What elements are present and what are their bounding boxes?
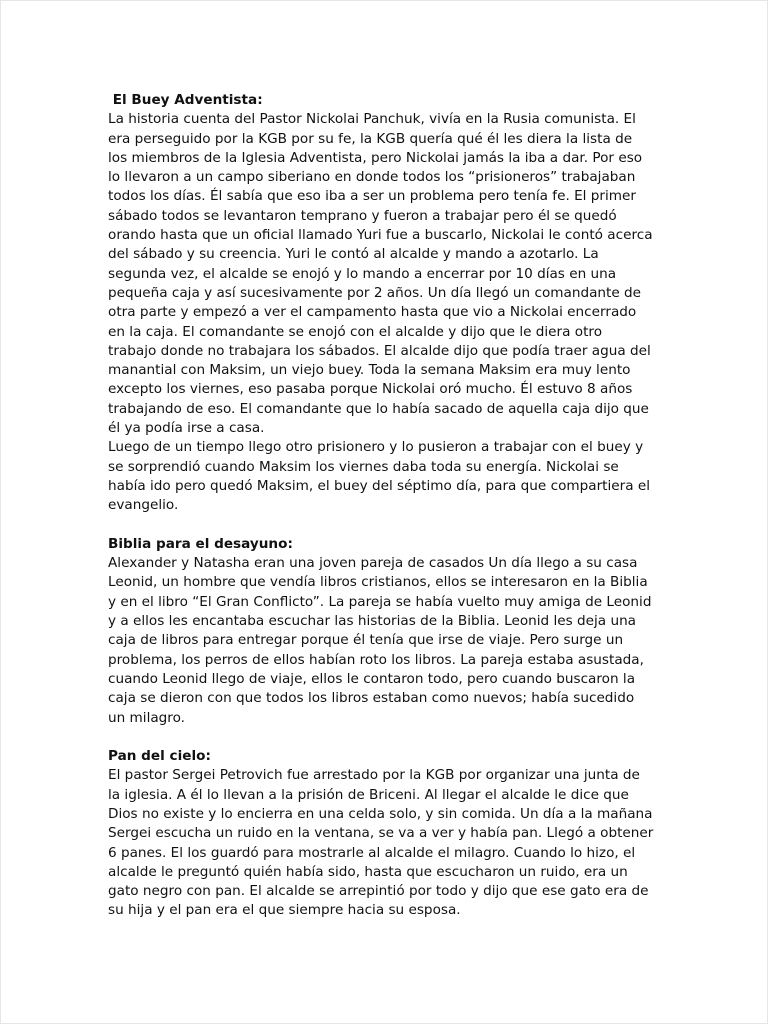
section-heading: Pan del cielo: <box>108 748 211 765</box>
text-line: segunda vez, el alcalde se enojó y lo mando a encerrar por 10 días en una <box>108 265 617 282</box>
text-line: un milagro. <box>108 709 185 726</box>
text-line: en la caja. El comandante se enojó con el alcalde y dijo que le diera otro <box>108 323 603 340</box>
text-line: los miembros de la Iglesia Adventista, pero Nickolai jamás la iba a dar. Por eso <box>108 149 643 166</box>
text-line: caja se dieron con que todos los libros estaban como nuevos; había sucedido <box>108 690 635 707</box>
text-line: Luego de un tiempo llego otro prisionero y lo pusieron a trabajar con el buey y <box>108 439 644 456</box>
text-line: gato negro con pan. El alcalde se arrepintió por todo y dijo que ese gato era de <box>108 883 649 900</box>
paragraph <box>108 110 664 438</box>
text-line: lo llevaron a un campo siberiano en donde todos los “prisioneros” trabajaban <box>108 169 636 186</box>
section-heading: Biblia para el desayuno: <box>108 535 293 552</box>
text-line: Sergei escucha un ruido en la ventana, se va a ver y había pan. Llegó a obtener <box>108 825 654 842</box>
text-line: del sábado y su creencia. Yuri le contó al alcalde y mando a azotarlo. La <box>108 246 599 263</box>
text-line: orando hasta que un oficial llamado Yuri fue a buscarlo, Nickolai le contó acerca <box>108 227 653 244</box>
text-line: caja de libros para entregar porque él tenía que irse de viaje. Pero surge un <box>108 632 624 649</box>
text-line: la iglesia. A él lo llevan a la prisión de Briceni. Al llegar el alcalde le dice que <box>108 786 629 803</box>
text-line: y a ellos les encantaba escuchar las historias de la Biblia. Leonid les deja una <box>108 613 637 630</box>
text-line: La historia cuenta del Pastor Nickolai Panchuk, vivía en la Rusia comunista. El <box>108 111 636 128</box>
text-line: Dios no existe y lo encierra en una celda solo, y sin comida. Un día a la mañana <box>108 805 653 822</box>
text-line: se sorprendió cuando Maksim los viernes daba toda su energía. Nickolai se <box>108 458 619 475</box>
text-line: trabajo donde no trabajara los sábados. El alcalde dijo que podía traer agua del <box>108 342 651 359</box>
text-line: cuando Leonid llego de viaje, ellos le contaron todo, pero cuando buscaron la <box>108 670 636 687</box>
text-line: había ido pero quedó Maksim, el buey del séptimo día, para que compartiera el <box>108 477 651 494</box>
text-line: trabajando de eso. El comandante que lo había sacado de aquella caja dijo que <box>108 400 649 417</box>
story-section <box>108 747 664 921</box>
document-body <box>108 91 664 940</box>
text-line: pequeña caja y así sucesivamente por 2 años. Un día llegó un comandante de <box>108 284 642 301</box>
text-line: era perseguido por la KGB por su fe, la KGB quería qué él les diera la lista de <box>108 130 633 147</box>
text-line: 6 panes. El los guardó para mostrarle al alcalde el milagro. Cuando lo hizo, el <box>108 844 636 861</box>
story-section <box>108 91 664 516</box>
paragraph <box>108 438 664 515</box>
section-heading: El Buey Adventista: <box>108 92 263 108</box>
text-line: manantial con Maksim, un viejo buey. Toda la semana Maksim era muy lento <box>108 362 631 379</box>
text-line: sábado todos se levantaron temprano y fueron a trabajar pero él se quedó <box>108 207 617 224</box>
text-line: y en el libro “El Gran Conflicto”. La pareja se había vuelto muy amiga de Leonid <box>108 593 652 610</box>
text-line: otra parte y empezó a ver el campamento hasta que vio a Nickolai encerrado <box>108 304 637 321</box>
text-line: problema, los perros de ellos habían roto los libros. La pareja estaba asustada, <box>108 651 644 668</box>
text-line: Leonid, un hombre que vendía libros cristianos, ellos se interesaron en la Biblia <box>108 574 648 591</box>
text-line: excepto los viernes, eso pasaba porque Nickolai oró mucho. Él estuvo 8 años <box>108 381 633 398</box>
paragraph <box>108 554 664 728</box>
text-line: Alexander y Natasha eran una joven pareja de casados Un día llego a su casa <box>108 555 638 572</box>
text-line: su hija y el pan era el que siempre hacia su esposa. <box>108 902 461 919</box>
text-line: alcalde le preguntó quién había sido, hasta que escucharon un ruido, era un <box>108 863 628 880</box>
paragraph <box>108 766 664 920</box>
text-line: él ya podía irse a casa. <box>108 420 265 437</box>
text-line: El pastor Sergei Petrovich fue arrestado por la KGB por organizar una junta de <box>108 767 640 784</box>
text-line: todos los días. Él sabía que eso iba a ser un problema pero tenía fe. El primer <box>108 188 636 205</box>
text-line: evangelio. <box>108 497 179 514</box>
story-section <box>108 535 664 728</box>
